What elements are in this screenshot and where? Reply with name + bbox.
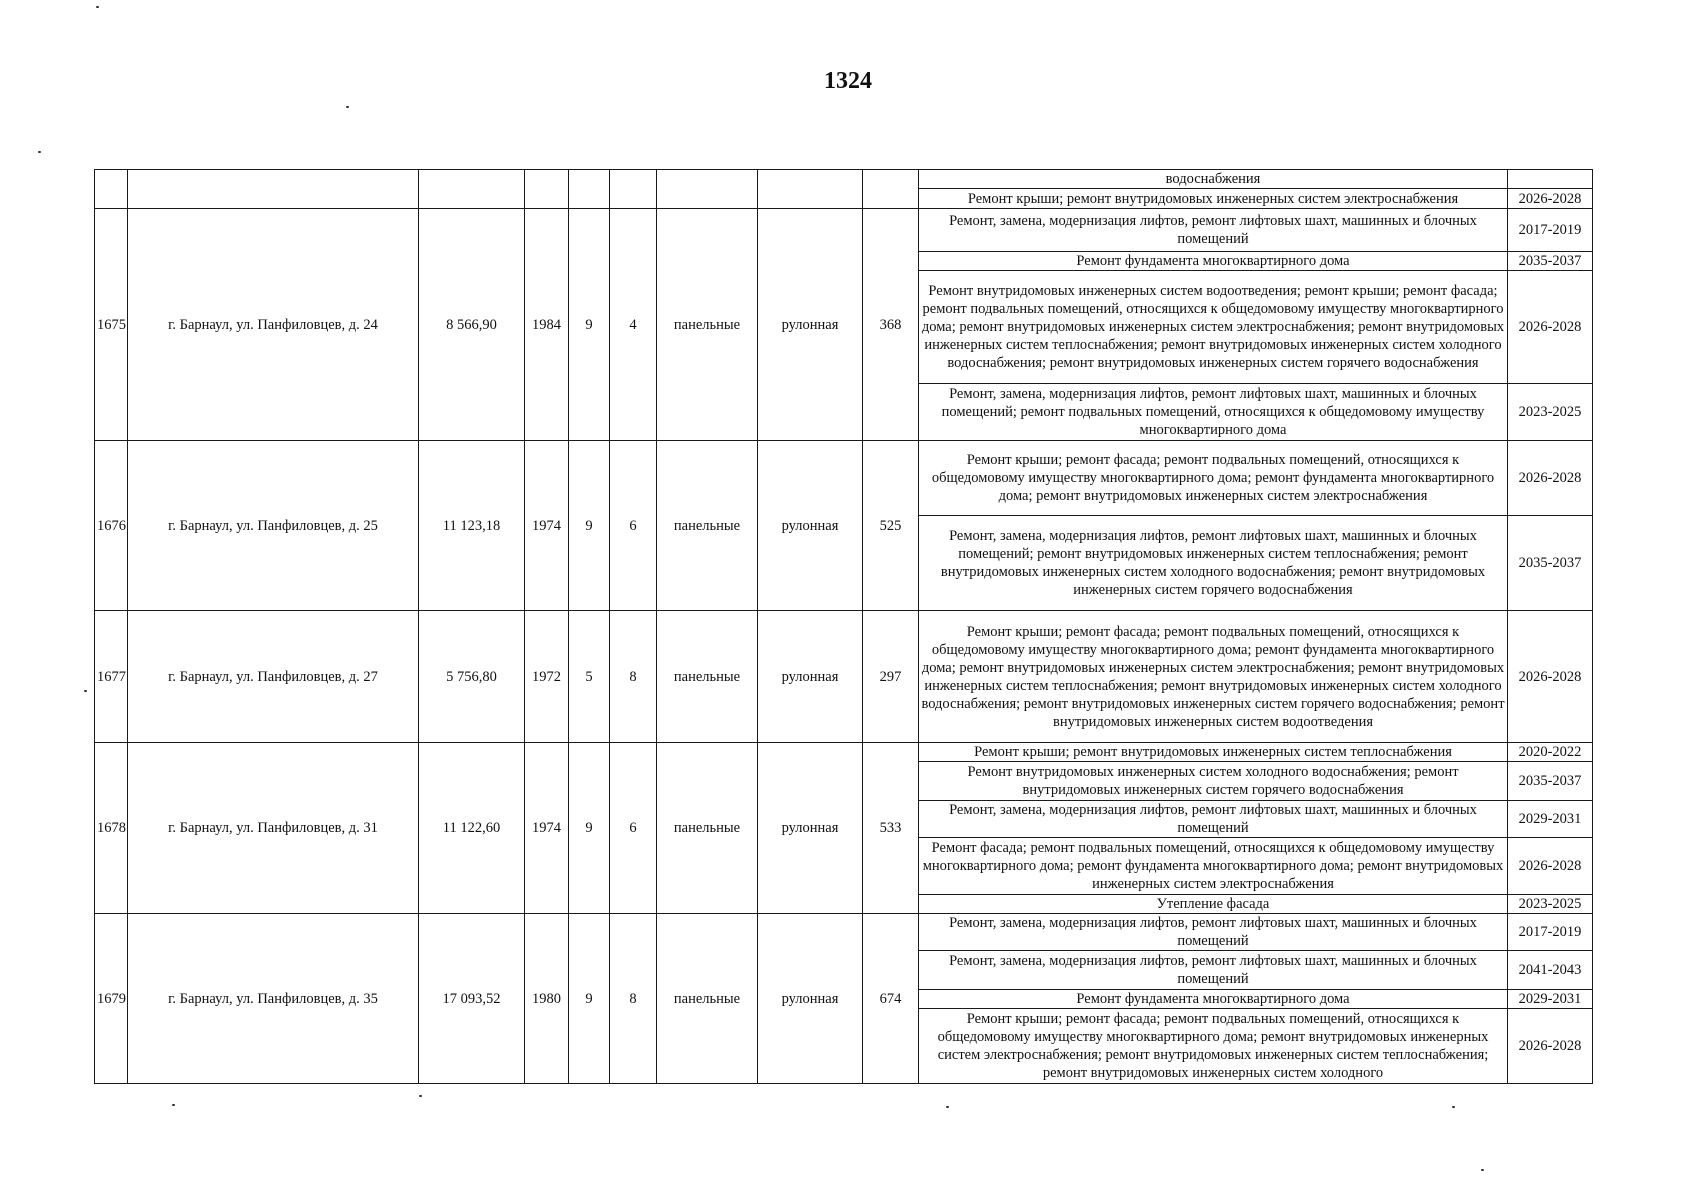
work-period: 2026-2028	[1508, 838, 1593, 895]
building-roof: рулонная	[758, 209, 863, 441]
building-residents: 368	[863, 209, 919, 441]
work-period: 2017-2019	[1508, 209, 1593, 252]
building-year: 1972	[525, 611, 569, 743]
floors-cell	[569, 170, 610, 209]
scan-speck	[346, 106, 349, 108]
work-period: 2029-2031	[1508, 990, 1593, 1009]
building-floors: 9	[569, 209, 610, 441]
scan-speck	[84, 690, 87, 692]
walls-cell	[657, 170, 758, 209]
work-period: 2020-2022	[1508, 743, 1593, 762]
roof-cell	[758, 170, 863, 209]
work-description: Утепление фасада	[919, 895, 1508, 914]
building-address: г. Барнаул, ул. Панфиловцев, д. 25	[128, 441, 419, 611]
building-number: 1677	[95, 611, 128, 743]
work-description: Ремонт внутридомовых инженерных систем холодного водоснабжения; ремонт внутридомовых инженерных систем горячего водоснабжения	[919, 762, 1508, 801]
work-description: Ремонт крыши; ремонт внутридомовых инженерных систем теплоснабжения	[919, 743, 1508, 762]
work-description: Ремонт, замена, модернизация лифтов, ремонт лифтовых шахт, машинных и блочных помещений	[919, 951, 1508, 990]
building-number: 1678	[95, 743, 128, 914]
work-description: Ремонт, замена, модернизация лифтов, ремонт лифтовых шахт, машинных и блочных помещений	[919, 914, 1508, 951]
work-description: Ремонт крыши; ремонт внутридомовых инженерных систем электроснабжения	[919, 189, 1508, 209]
building-entrances: 6	[610, 441, 657, 611]
building-number: 1675	[95, 209, 128, 441]
building-area: 11 123,18	[419, 441, 525, 611]
building-floors: 5	[569, 611, 610, 743]
building-area: 17 093,52	[419, 914, 525, 1084]
building-floors: 9	[569, 743, 610, 914]
table-row	[95, 611, 1593, 743]
work-description: Ремонт фундамента многоквартирного дома	[919, 252, 1508, 271]
work-period: 2035-2037	[1508, 762, 1593, 801]
area-cell	[419, 170, 525, 209]
table-row	[95, 743, 1593, 762]
scan-speck	[419, 1095, 422, 1097]
work-period: 2017-2019	[1508, 914, 1593, 951]
building-roof: рулонная	[758, 914, 863, 1084]
building-roof: рулонная	[758, 611, 863, 743]
year-cell	[525, 170, 569, 209]
work-period: 2029-2031	[1508, 801, 1593, 838]
table-body	[95, 170, 1593, 1084]
building-year: 1974	[525, 743, 569, 914]
work-period: 2026-2028	[1508, 189, 1593, 209]
work-period: 2026-2028	[1508, 271, 1593, 384]
building-address: г. Барнаул, ул. Панфиловцев, д. 35	[128, 914, 419, 1084]
work-description: Ремонт, замена, модернизация лифтов, ремонт лифтовых шахт, машинных и блочных помещений	[919, 801, 1508, 838]
scan-speck	[1481, 1169, 1484, 1171]
work-period	[1508, 170, 1593, 189]
building-walls: панельные	[657, 209, 758, 441]
building-entrances: 8	[610, 914, 657, 1084]
building-address: г. Барнаул, ул. Панфиловцев, д. 24	[128, 209, 419, 441]
work-period: 2026-2028	[1508, 441, 1593, 516]
work-description: Ремонт крыши; ремонт фасада; ремонт подвальных помещений, относящихся к общедомовому имуществу многоквартирного дома; ремонт внутридомовых инженерных систем электроснабжения; ремонт внутридомовых инженерных систем теплоснабжения; ремонт внутридомовых инженерных систем холодного	[919, 1009, 1508, 1084]
building-year: 1984	[525, 209, 569, 441]
scan-speck	[946, 1106, 949, 1108]
building-floors: 9	[569, 914, 610, 1084]
building-address: г. Барнаул, ул. Панфиловцев, д. 27	[128, 611, 419, 743]
work-period: 2041-2043	[1508, 951, 1593, 990]
building-roof: рулонная	[758, 743, 863, 914]
residents-cell	[863, 170, 919, 209]
building-walls: панельные	[657, 914, 758, 1084]
table-row	[95, 914, 1593, 951]
work-description: Ремонт внутридомовых инженерных систем водоотведения; ремонт крыши; ремонт фасада; ремонт подвальных помещений, относящихся к общедомовому имуществу многоквартирного дома; ремонт внутридомовых инженерных систем электроснабжения; ремонт внутридомовых инженерных систем теплоснабжения; ремонт внутридомовых инженерных систем холодного водоснабжения; ремонт внутридомовых инженерных систем горячего водоснабжения	[919, 271, 1508, 384]
building-walls: панельные	[657, 611, 758, 743]
scan-speck	[172, 1104, 175, 1106]
building-area: 8 566,90	[419, 209, 525, 441]
work-description: Ремонт фасада; ремонт подвальных помещений, относящихся к общедомовому имуществу многоквартирного дома; ремонт фундамента многоквартирного дома; ремонт внутридомовых инженерных систем электроснабжения	[919, 838, 1508, 895]
table-row	[95, 441, 1593, 516]
work-period: 2026-2028	[1508, 1009, 1593, 1084]
building-floors: 9	[569, 441, 610, 611]
entrances-cell	[610, 170, 657, 209]
scan-speck	[1452, 1106, 1455, 1108]
building-roof: рулонная	[758, 441, 863, 611]
work-period: 2035-2037	[1508, 516, 1593, 611]
building-year: 1974	[525, 441, 569, 611]
building-area: 5 756,80	[419, 611, 525, 743]
building-number: 1676	[95, 441, 128, 611]
address-cell	[128, 170, 419, 209]
buildings-table	[94, 169, 1593, 1084]
num-cell	[95, 170, 128, 209]
building-entrances: 8	[610, 611, 657, 743]
building-walls: панельные	[657, 743, 758, 914]
work-period: 2035-2037	[1508, 252, 1593, 271]
building-walls: панельные	[657, 441, 758, 611]
scan-speck	[38, 151, 41, 153]
table-row	[95, 170, 1593, 189]
building-residents: 525	[863, 441, 919, 611]
work-description: Ремонт крыши; ремонт фасада; ремонт подвальных помещений, относящихся к общедомовому имуществу многоквартирного дома; ремонт фундамента многоквартирного дома; ремонт внутридомовых инженерных систем электроснабжения; ремонт внутридомовых инженерных систем теплоснабжения; ремонт внутридомовых инженерных систем холодного водоснабжения; ремонт внутридомовых инженерных систем горячего водоснабжения; ремонт внутридомовых инженерных систем водоотведения	[919, 611, 1508, 743]
building-entrances: 4	[610, 209, 657, 441]
building-residents: 674	[863, 914, 919, 1084]
work-description: Ремонт фундамента многоквартирного дома	[919, 990, 1508, 1009]
building-residents: 533	[863, 743, 919, 914]
work-period: 2023-2025	[1508, 895, 1593, 914]
page-number: 1324	[824, 68, 872, 94]
building-entrances: 6	[610, 743, 657, 914]
building-year: 1980	[525, 914, 569, 1084]
work-description: Ремонт, замена, модернизация лифтов, ремонт лифтовых шахт, машинных и блочных помещений; ремонт подвальных помещений, относящихся к общедомовому имуществу многоквартирного дома	[919, 384, 1508, 441]
work-description: водоснабжения	[919, 170, 1508, 189]
building-residents: 297	[863, 611, 919, 743]
work-description: Ремонт, замена, модернизация лифтов, ремонт лифтовых шахт, машинных и блочных помещений; ремонт внутридомовых инженерных систем теплоснабжения; ремонт внутридомовых инженерных систем холодного водоснабжения; ремонт внутридомовых инженерных систем горячего водоснабжения	[919, 516, 1508, 611]
work-description: Ремонт, замена, модернизация лифтов, ремонт лифтовых шахт, машинных и блочных помещений	[919, 209, 1508, 252]
building-area: 11 122,60	[419, 743, 525, 914]
building-number: 1679	[95, 914, 128, 1084]
scan-speck	[96, 6, 99, 8]
table-row	[95, 209, 1593, 252]
work-period: 2026-2028	[1508, 611, 1593, 743]
work-period: 2023-2025	[1508, 384, 1593, 441]
work-description: Ремонт крыши; ремонт фасада; ремонт подвальных помещений, относящихся к общедомовому имуществу многоквартирного дома; ремонт фундамента многоквартирного дома; ремонт внутридомовых инженерных систем электроснабжения	[919, 441, 1508, 516]
building-address: г. Барнаул, ул. Панфиловцев, д. 31	[128, 743, 419, 914]
